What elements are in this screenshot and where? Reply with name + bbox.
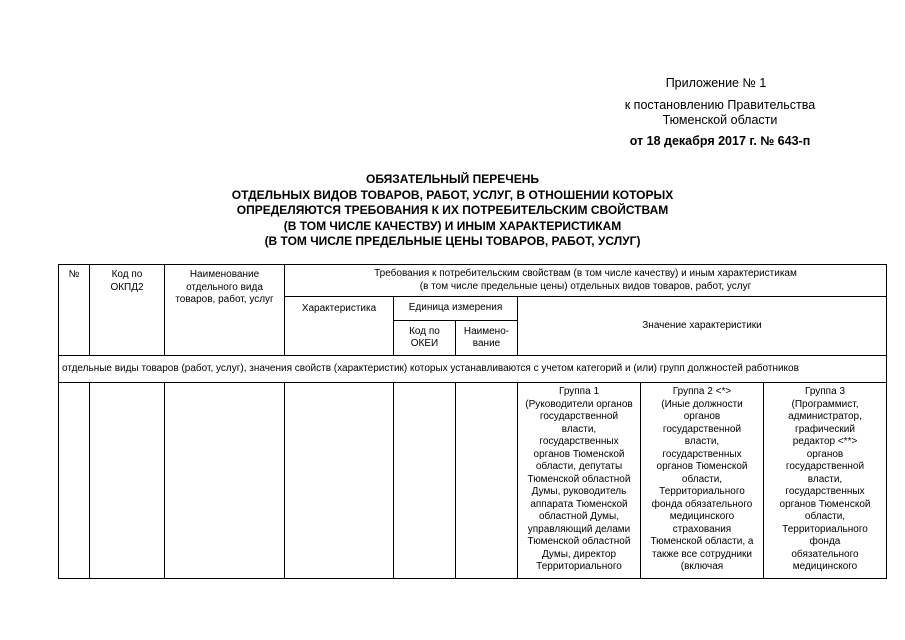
body-cell-item-name [165, 383, 285, 579]
appendix-resolution: к постановлению Правительства Тюменской области [624, 98, 816, 127]
header-unit: Единица измерения [394, 297, 518, 321]
requirements-table [58, 264, 887, 579]
header-characteristic: Характеристика [285, 297, 394, 356]
header-requirements: Требования к потребительским свойствам (в том числе качеству) и иным характеристикам (в том числе предельные цены) отдельных видов товаров, работ, услуг [285, 265, 887, 297]
header-okpd2: Код по ОКПД2 [90, 265, 165, 356]
appendix-label: Приложение № 1 [665, 76, 767, 90]
body-cell-okei [394, 383, 456, 579]
header-item-name: Наименование отдельного вида товаров, работ, услуг [165, 265, 285, 356]
body-cell-okpd2 [90, 383, 165, 579]
header-num: № [59, 265, 90, 356]
category-row: отдельные виды товаров (работ, услуг), значения свойств (характеристик) которых устанавливаются с учетом категорий и (или) групп должностей работников [59, 356, 887, 383]
header-unit-name: Наимено- вание [456, 321, 518, 356]
header-okei: Код по ОКЕИ [394, 321, 456, 356]
body-cell-unit-name [456, 383, 518, 579]
body-cell-characteristic [285, 383, 394, 579]
body-cell-num [59, 383, 90, 579]
group-3-cell: Группа 3 (Программист, администратор, графический редактор <**> органов государственной власти, государственных органов Тюменской области, Территориального фонда обязательного медицинского [764, 383, 887, 579]
appendix-date: от 18 декабря 2017 г. № 643-п [629, 134, 811, 148]
header-value: Значение характеристики [518, 297, 887, 356]
document-title: ОБЯЗАТЕЛЬНЫЙ ПЕРЕЧЕНЬ ОТДЕЛЬНЫХ ВИДОВ ТОВАРОВ, РАБОТ, УСЛУГ, В ОТНОШЕНИИ КОТОРЫХ ОПРЕДЕЛЯЮТСЯ ТРЕБОВАНИЯ К ИХ ПОТРЕБИТЕЛЬСКИМ СВОЙСТВАМ (В ТОМ ЧИСЛЕ КАЧЕСТВУ) И ИНЫМ ХАРАКТЕРИСТИКАМ (В ТОМ ЧИСЛЕ ПРЕДЕЛЬНЫЕ ЦЕНЫ ТОВАРОВ, РАБОТ, УСЛУГ) [231, 172, 674, 248]
group-2-cell: Группа 2 <*> (Иные должности органов государственной власти, государственных органов Тюменской области, Территориального фонда обязательного медицинского страхования Тюменской области, а также все сотрудники (включая [641, 383, 764, 579]
group-1-cell: Группа 1 (Руководители органов государственной власти, государственных органов Тюменской области, депутаты Тюменской областной Думы, руководитель аппарата Тюменской областной Думы, управляющий делами Тюменской областной Думы, директор Территориального [518, 383, 641, 579]
